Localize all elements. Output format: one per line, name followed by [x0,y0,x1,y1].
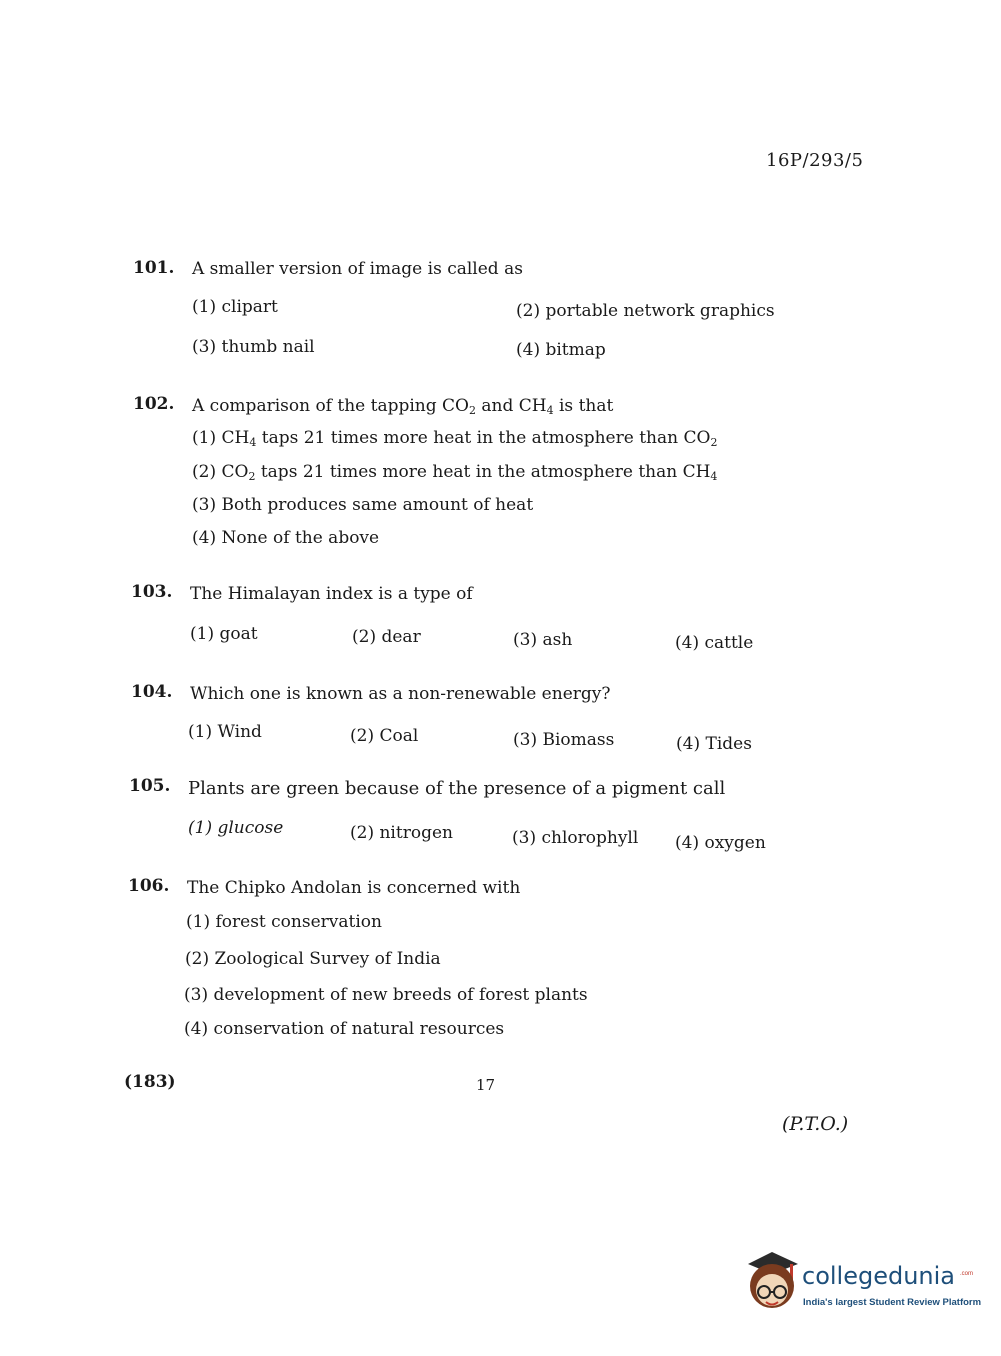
option-1: (1) goat [190,624,258,644]
question-text: A smaller version of image is called as [192,259,523,279]
option-2: (2) Zoological Survey of India [185,949,441,969]
option-3: (3) chlorophyll [512,828,639,848]
booklet-number: (183) [124,1072,176,1092]
option-1: (1) forest conservation [186,912,382,932]
option-4: (4) cattle [675,633,754,653]
page-number: 17 [476,1076,496,1094]
pto-note: (P.T.O.) [782,1113,849,1135]
option-1: (1) glucose [188,818,284,838]
option-3: (3) development of new breeds of forest plants [184,985,588,1005]
question-number: 103. [131,582,173,602]
option-3: (3) Both produces same amount of heat [192,495,534,515]
question-text: A comparison of the tapping $CO_2$ and $CH_4$ is that [192,396,614,417]
option-3: (3) ash [513,630,573,650]
question-number: 106. [128,876,170,896]
question-number: 102. [133,394,175,414]
question-text: Plants are green because of the presence of a pigment call [188,778,726,799]
option-2: (2) dear [352,627,421,647]
option-4: (4) Tides [676,734,752,754]
option-2: (2) portable network graphics [516,301,775,321]
option-4: (4) None of the above [192,528,380,548]
option-4: (4) conservation of natural resources [184,1019,505,1039]
question-text: The Chipko Andolan is concerned with [187,878,521,898]
question-text: The Himalayan index is a type of [190,584,473,604]
option-1: (1) clipart [192,297,278,317]
paper-code: 16P/293/5 [766,150,864,171]
question-text: Which one is known as a non-renewable energy? [190,684,611,704]
option-2: (2) nitrogen [350,823,453,843]
mascot-icon [742,1250,802,1314]
question-number: 105. [129,776,171,796]
option-4: (4) oxygen [675,833,766,853]
option-1: (1) $CH_4$ taps 21 times more heat in the atmosphere than $CO_2$ [192,428,718,449]
brand-tagline: India's largest Student Review Platform [803,1297,982,1308]
option-2: (2) Coal [350,726,419,746]
option-3: (3) thumb nail [192,337,315,357]
brand-name: collegedunia [802,1262,956,1290]
option-4: (4) bitmap [516,340,606,360]
brand-suffix: .com [960,1271,974,1277]
option-1: (1) Wind [188,722,262,742]
option-3: (3) Biomass [513,730,615,750]
question-number: 101. [133,258,175,278]
question-number: 104. [131,682,173,702]
option-2: (2) $CO_2$ taps 21 times more heat in the atmosphere than $CH_4$ [192,462,718,483]
